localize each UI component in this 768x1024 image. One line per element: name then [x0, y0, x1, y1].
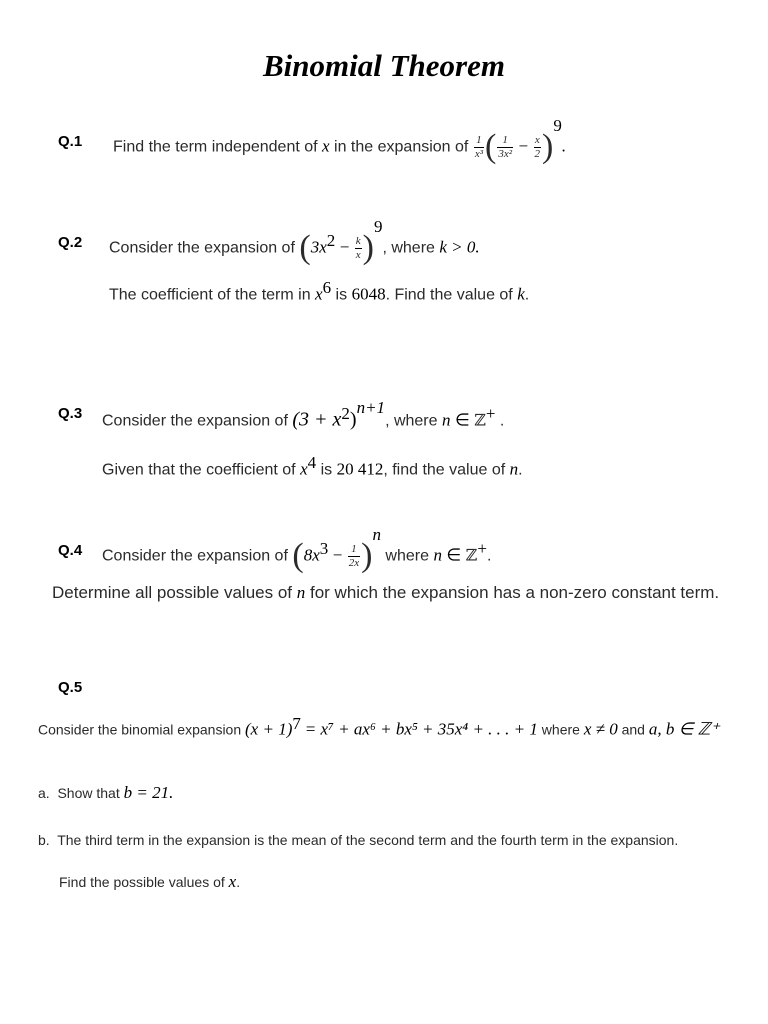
q4-fraction: $\frac{1}{2x}$	[348, 542, 360, 569]
question-5-line-1: Consider the binomial expansion $(x + 1)^7 = x^7 + ax^6 + bx^5 + 35x^4$ + . . . + 1 where x ≠ 0 and a, b ∈ ℤ⁺	[38, 714, 720, 739]
q1-inner-fraction-a: $\frac{1}{\text{3x²}}$	[498, 133, 513, 160]
q2-term-a-power: 2	[326, 231, 336, 250]
page-title: Binomial Theorem	[263, 48, 505, 83]
question-2-line-2: The coefficient of the term in $x^6$ is 6048. Find the value of k.	[109, 278, 530, 304]
question-2-number: Q.2	[58, 234, 83, 251]
q1-outer-fraction: $\frac{1}{\text{x³}}$	[474, 133, 483, 160]
question-5-number: Q.5	[58, 679, 83, 696]
q2-condition: k > 0.	[439, 237, 480, 257]
question-5-part-b: b. The third term in the expansion is the mean of the second term and the fourth term in the expansion.	[38, 832, 679, 848]
q4-power: n	[372, 525, 381, 544]
q4-term-a: 8x	[303, 545, 320, 565]
q3-power: n+1	[356, 398, 386, 417]
q2-fraction: $\frac{k}{x}$	[355, 234, 361, 261]
q1-inner-fraction-b: $\frac{x}{2}$	[534, 133, 541, 160]
q2-power: 9	[373, 217, 383, 236]
q3-base: (3 + x	[292, 408, 342, 431]
question-2-text: Consider the expansion of ($3x^2$ − $\frac{k}{x}$ )$^9$, where k > 0.	[109, 217, 480, 267]
question-4-line-2: Determine all possible values of n for which the expansion has a non-zero constant term.	[52, 583, 720, 602]
q2-text-b: , where	[382, 239, 435, 257]
question-4-number: Q.4	[58, 542, 83, 559]
question-3-text: Consider the expansion of $(3 + x^2)^{n+1}$, where n ∈ ℤ+ .	[102, 398, 505, 431]
q2-text-a: Consider the expansion of	[109, 239, 295, 257]
question-4-text: Consider the expansion of ($8x^3$ − $\frac{1}{2x}$ )$^n$ where n ∈ ℤ+.	[102, 525, 492, 575]
question-1-text: Find the term independent of x in the expansion of $\frac{1}{\text{x³}}$ ( $\frac{1}{\text{3x²}}$ − $\frac{x}{2}$ )$^9$.	[113, 116, 567, 166]
q1-text-a: Find the term independent of	[113, 138, 318, 156]
q1-text-b: in the expansion of	[334, 138, 469, 156]
q1-minus: −	[518, 136, 529, 156]
question-3-line-2: Given that the coefficient of $x^4$ is 20 412, find the value of n.	[102, 453, 523, 479]
question-3-number: Q.3	[58, 405, 83, 422]
q2-term-a: 3x	[310, 237, 327, 257]
q1-power: 9	[553, 116, 562, 135]
q2-minus: −	[339, 237, 350, 257]
q1-tail: .	[561, 136, 567, 156]
question-5-part-b-line-2: Find the possible values of x.	[59, 872, 241, 891]
q1-var: x	[322, 136, 330, 156]
question-5-part-a: a. Show that b = 21.	[38, 783, 174, 802]
question-1-number: Q.1	[58, 133, 83, 150]
